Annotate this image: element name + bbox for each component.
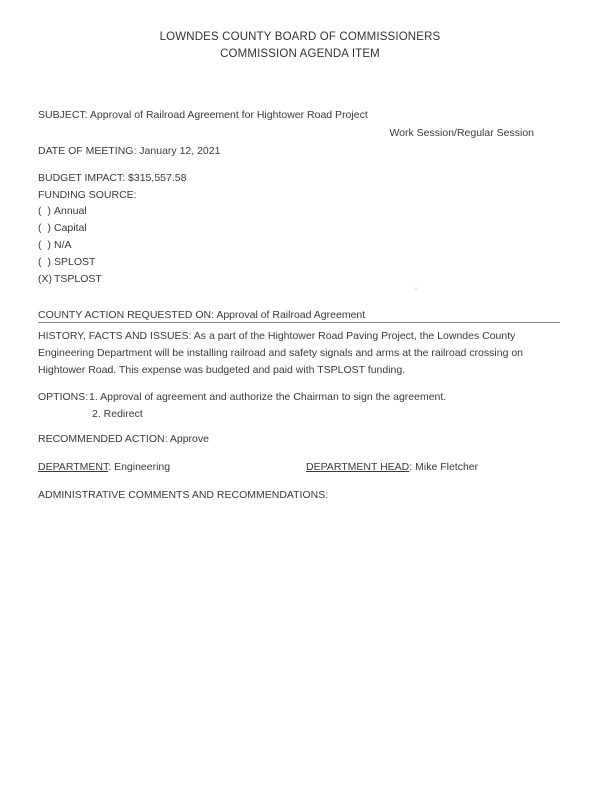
administrative-comments: ADMINISTRATIVE COMMENTS AND RECOMMENDATIONS: <box>38 489 329 501</box>
department-row <box>38 459 560 476</box>
funding-option-label-capital: Capital <box>54 222 87 234</box>
funding-option-na[interactable] <box>38 237 560 254</box>
section-divider <box>38 322 560 323</box>
funding-source-list <box>38 203 560 288</box>
department-head-field <box>306 459 478 476</box>
recommended-action: RECOMMENDED ACTION: Approve <box>38 433 209 445</box>
funding-source-label: FUNDING SOURCE: <box>38 189 137 201</box>
checkbox-splost[interactable]: ( ) <box>38 256 51 268</box>
header-title-line-1: LOWNDES COUNTY BOARD OF COMMISSIONERS <box>159 31 441 43</box>
checkbox-capital[interactable]: ( ) <box>38 222 51 234</box>
funding-option-label-tsplost: TSPLOST <box>54 273 102 285</box>
option-item-2: 2. Redirect <box>92 408 143 420</box>
checkbox-annual[interactable]: ( ) <box>38 205 51 217</box>
document-header <box>0 31 600 60</box>
options-section <box>38 389 560 423</box>
department-value: Engineering <box>114 461 171 473</box>
header-title-line-2: COMMISSION AGENDA ITEM <box>220 48 380 60</box>
department-head-label: DEPARTMENT HEAD <box>306 461 410 473</box>
agenda-item-page <box>0 31 600 808</box>
checkbox-tsplost-checked[interactable]: (X) <box>38 273 52 285</box>
department-head-value: Mike Fletcher <box>415 461 479 473</box>
options-label: OPTIONS: <box>38 391 89 403</box>
date-of-meeting: DATE OF MEETING: January 12, 2021 <box>38 145 221 157</box>
county-action-requested: COUNTY ACTION REQUESTED ON: Approval of Railroad Agreement <box>38 309 366 321</box>
options-items <box>89 389 560 423</box>
funding-option-label-annual: Annual <box>54 205 87 217</box>
option-item-1: 1. Approval of agreement and authorize the Chairman to sign the agreement. <box>89 391 447 403</box>
funding-option-splost[interactable] <box>38 254 560 271</box>
department-separator: : <box>108 461 115 473</box>
funding-option-annual[interactable] <box>38 203 560 220</box>
checkbox-na[interactable]: ( ) <box>38 239 51 251</box>
funding-option-label-na: N/A <box>54 239 72 251</box>
session-type: Work Session/Regular Session <box>389 127 534 139</box>
subject-line: SUBJECT: Approval of Railroad Agreement for Hightower Road Project <box>38 109 368 121</box>
scan-artifact-speck <box>414 287 418 291</box>
department-head-separator: : <box>409 461 416 473</box>
funding-option-tsplost[interactable] <box>38 271 560 288</box>
funding-option-capital[interactable] <box>38 220 560 237</box>
department-label: DEPARTMENT <box>38 461 109 473</box>
funding-option-label-splost: SPLOST <box>54 256 96 268</box>
budget-impact: BUDGET IMPACT: $315,557.58 <box>38 172 187 184</box>
history-facts-and-issues: HISTORY, FACTS AND ISSUES: As a part of the Hightower Road Paving Project, the Lowndes County Engineering Department will be installing railroad and safety signals and arms at the railroad crossing on Hightower Road. This expense was budgeted and paid with TSPLOST funding. <box>38 330 526 376</box>
department-field <box>38 461 170 473</box>
